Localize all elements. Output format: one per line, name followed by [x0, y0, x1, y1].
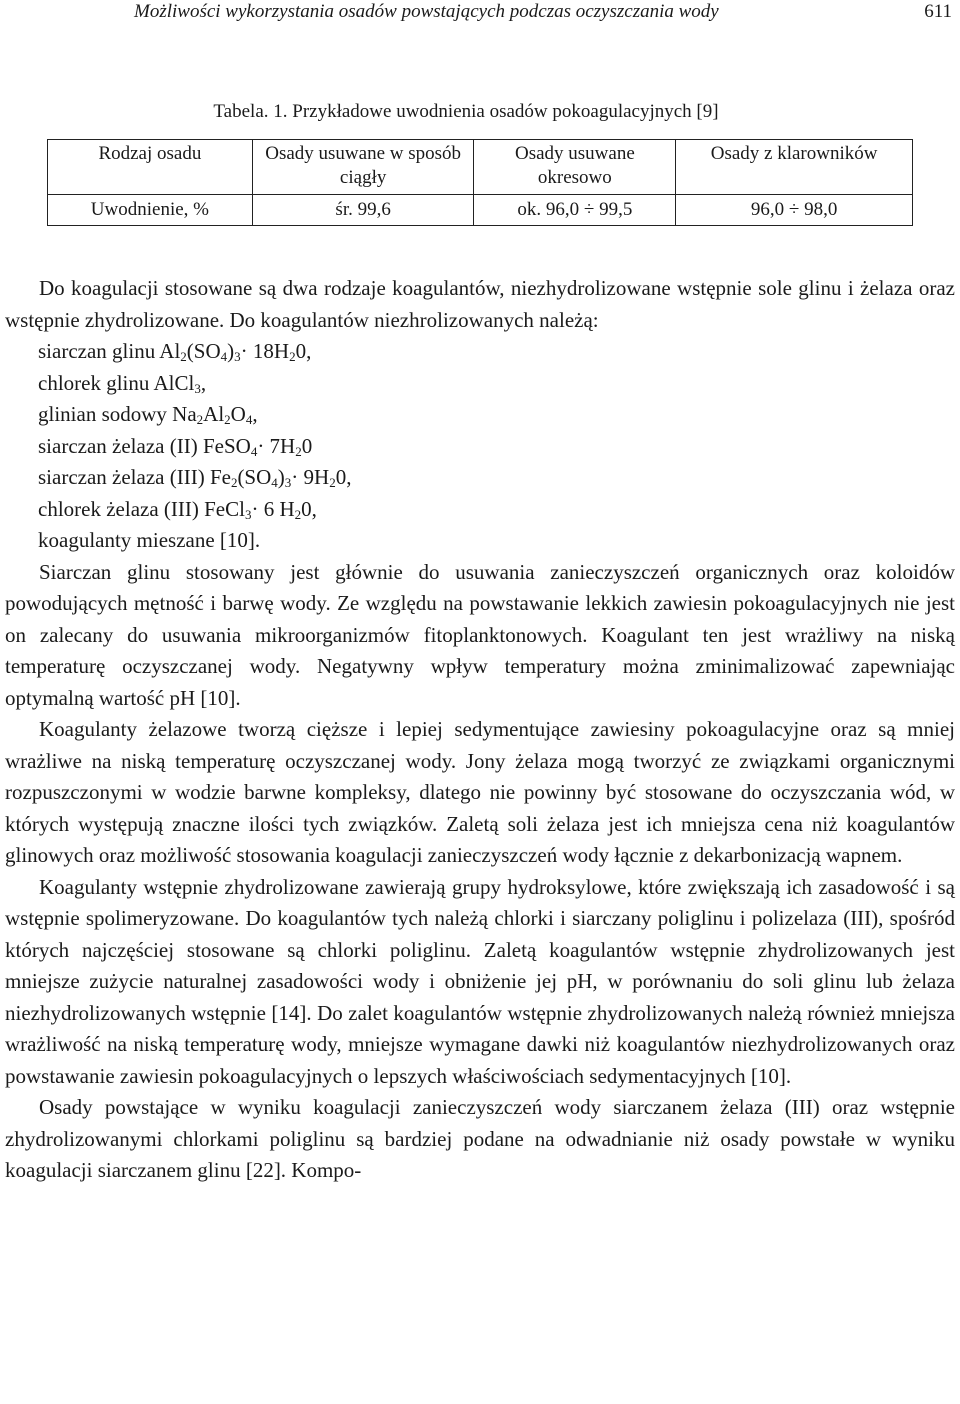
running-header — [0, 0, 960, 28]
table-header-cell: Osady usuwane okresowo — [474, 140, 676, 195]
header-title: Możliwości wykorzystania osadów powstających podczas oczyszczania wody — [134, 1, 719, 22]
sludge-hydration-table — [47, 139, 913, 226]
table-caption — [0, 100, 960, 124]
table-header-row — [48, 140, 913, 195]
table-row — [48, 195, 913, 226]
paragraph: Koagulanty żelazowe tworzą cięższe i lepiej sedymentujące zawiesiny pokoagulacyjne oraz są mniej wrażliwe na niską temperaturę oczyszczanej wody. Jony żelaza mogą tworzyć ze związkami organicznymi rozpuszczonymi w wodzie barwne kompleksy, dlatego nie powinny być stosowane do oczyszczania wód, w których występują znaczne ilości tych związków. Zaletą soli żelaza jest ich mniejsza cena niż koagulantów glinowych oraz możliwość stosowania koagulacji zanieczyszczeń wody łącznie z dekarbonizacją wapnem. — [5, 717, 955, 867]
chemical-formula: $Fe_2(SO_4)_3\cdot 9H_20$, — [209, 465, 352, 490]
coagulant-name: glinian sodowy — [38, 402, 173, 426]
table-cell: ok. 96,0 ÷ 99,5 — [474, 195, 676, 226]
table-cell: Uwodnienie, % — [48, 195, 253, 226]
coagulant-name: siarczan glinu — [38, 339, 160, 363]
coagulant-item — [38, 431, 955, 463]
coagulant-item — [38, 494, 955, 526]
coagulant-name: siarczan żelaza (III) — [38, 465, 210, 489]
coagulant-item — [38, 462, 955, 494]
coagulant-name: chlorek glinu — [38, 370, 154, 395]
paragraph: Do koagulacji stosowane są dwa rodzaje koagulantów, niezhydrolizowane wstępnie sole glinu i żelaza oraz wstępnie zhydrolizowane. Do koagulantów niezhrolizowanych należą: — [5, 276, 955, 332]
coagulant-list — [5, 336, 955, 557]
chemical-formula: $Al_2(SO_4)_3\cdot 18H_20$, — [159, 339, 312, 364]
chemical-formula: $Na_2Al_2O_4$, — [172, 402, 258, 427]
coagulant-item — [38, 336, 955, 368]
chemical-formula: FeSO$_4$· $7H_20$ — [202, 433, 313, 459]
table-cell: śr. 99,6 — [252, 195, 474, 226]
coagulant-name: chlorek żelaza (III) — [38, 496, 205, 521]
coagulant-name: koagulanty mieszane [10]. — [38, 528, 261, 552]
table-cell: 96,0 ÷ 98,0 — [676, 195, 913, 226]
coagulant-item — [38, 399, 955, 431]
table-header-cell: Osady usuwane w sposób ciągły — [252, 140, 474, 195]
table-header-cell: Osady z klarowników — [676, 140, 913, 195]
chemical-formula: FeCl$_3$· 6 $H_20$, — [204, 496, 317, 522]
paragraph: Koagulanty wstępnie zhydrolizowane zawierają grupy hydroksylowe, które zwiększają ich zasadowość i są wstępnie spolimeryzowane. Do koagulantów tych należą chlorki i siarczany poliglinu i polizelaza (III), spośród których najczęściej stosowane są chlorki poliglinu. Zaletą koagulantów wstępnie zhydrolizowanych jest mniejsze zużycie naturalnej zasadowości wody i obniżenie jej pH, w porównaniu do soli glinu lub żelaza niezhydrolizowanych wstępnie [14]. Do zalet koagulantów wstępnie zhydrolizowanych należą również mniejsza wrażliwość na niską temperaturę wody, mniejsze wymagane dawki niż koagulantów niezhydrolizowanych oraz powstawanie zawiesin pokoagulacyjnych o lepszych właściwościach sedymentacyjnych [10]. — [5, 874, 955, 1088]
coagulant-item — [38, 525, 955, 557]
table-caption-text: Tabela. 1. Przykładowe uwodnienia osadów pokoagulacyjnych [9] — [213, 101, 719, 122]
coagulant-name: siarczan żelaza (II) — [38, 433, 203, 458]
table-header-cell: Rodzaj osadu — [48, 140, 253, 195]
paragraph: Osady powstające w wyniku koagulacji zanieczyszczeń wody siarczanem żelaza (III) oraz wstępnie zhydrolizowanymi chlorkami poliglinu są bardziej podane na odwadnianie niż osady powstałe w wyniku koagulacji siarczanem glinu [22]. Kompo- — [5, 1095, 955, 1182]
page-number: 611 — [924, 1, 952, 22]
paragraph: Siarczan glinu stosowany jest głównie do usuwania zanieczyszczeń organicznych oraz koloidów powodujących mętność i barwę wody. Ze względu na powstawanie lekkich zawiesin pokoagulacyjnych nie jest on zalecany do usuwania mikroorganizmów fitoplanktonowych. Koagulant ten jest wrażliwy na niską temperaturę oczyszczanej wody. Negatywny wpływ temperatury można zminimalizować zapewniając optymalną wartość pH [10]. — [5, 559, 955, 710]
coagulant-item — [38, 368, 955, 400]
article-body — [5, 273, 955, 1187]
chemical-formula: AlCl$_3$, — [153, 370, 207, 396]
